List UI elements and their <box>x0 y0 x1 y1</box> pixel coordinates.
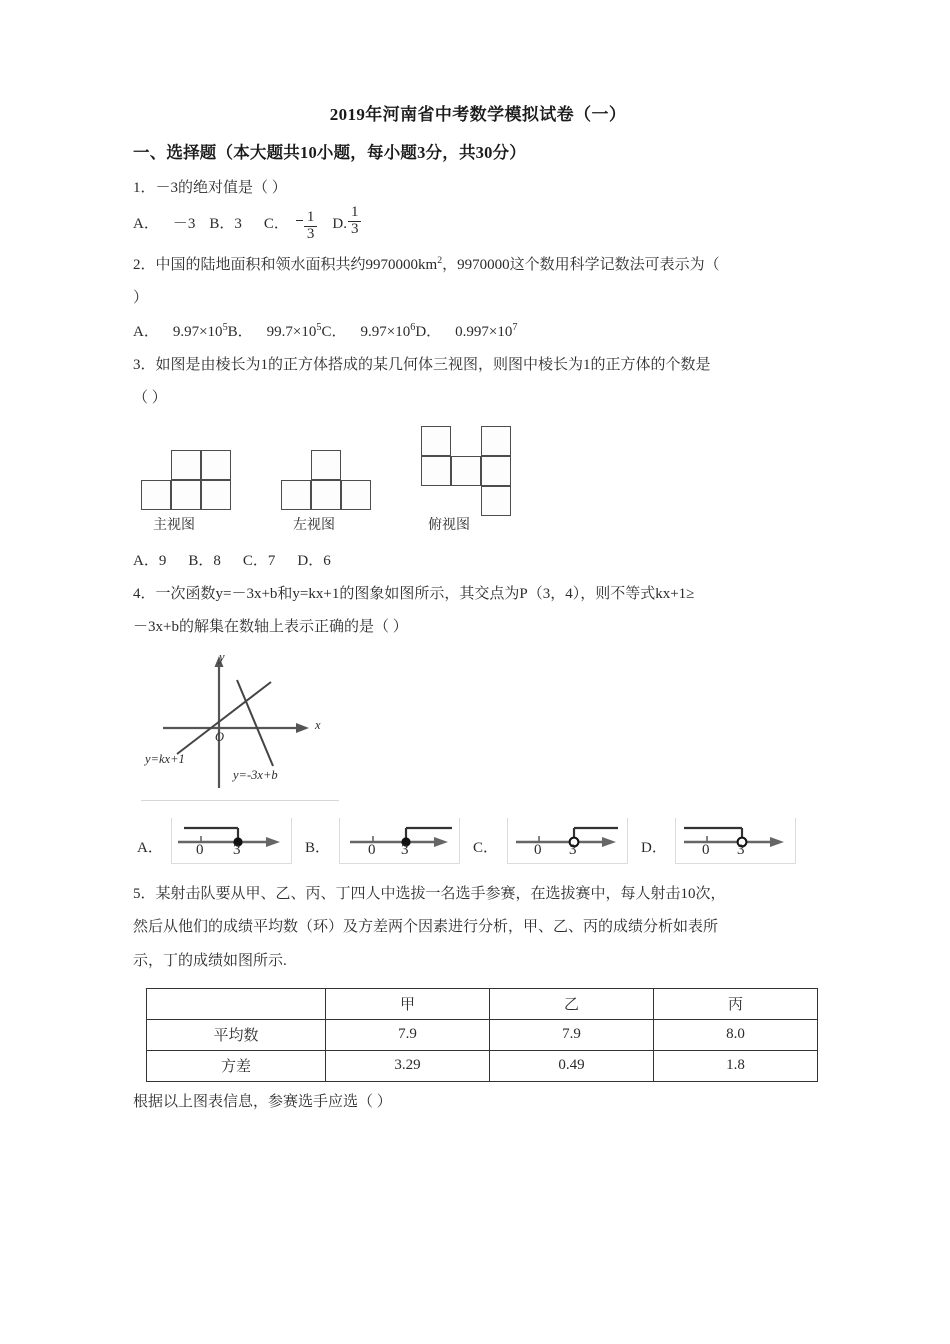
page-title: 2019年河南省中考数学模拟试卷（一） <box>329 105 627 124</box>
question-5-text-line3: 示，丁的成绩如图所示. <box>133 952 287 969</box>
cell-mean-bing: 8.0 <box>654 1019 818 1050</box>
option-2-c-label: C． <box>321 324 347 340</box>
figure-underline <box>141 800 339 801</box>
line2-label: y=-3x+b <box>233 768 278 782</box>
option-4-a-tick-zero: 0 <box>196 842 204 858</box>
table-header-row <box>147 988 818 1019</box>
table-row <box>147 1050 818 1081</box>
question-2-unit-exponent: 2 <box>437 254 443 266</box>
grid-cell <box>341 480 371 510</box>
table-header-cell-bing: 丙 <box>654 988 818 1019</box>
question-3-number: 3． <box>133 357 156 373</box>
axis-arrow <box>602 837 616 847</box>
option-1-d-denominator: 3 <box>350 221 359 237</box>
grid-cell <box>311 450 341 480</box>
axis-arrow <box>266 837 280 847</box>
option-4-d-figure <box>675 818 796 864</box>
option-1-b-value: 3 <box>234 216 242 233</box>
grid-cell <box>141 480 171 510</box>
question-2-text <box>133 251 823 280</box>
y-axis-label: y <box>219 650 225 664</box>
option-3-a: A．9 <box>133 552 167 569</box>
option-2-d-label: D． <box>415 324 442 340</box>
option-1-d-label: D. <box>332 216 347 233</box>
question-2-options <box>133 317 823 347</box>
grid-cell <box>201 480 231 510</box>
option-4-c-label: C． <box>473 840 499 856</box>
question-1-body: －3的绝对值是（ ） <box>155 180 287 196</box>
question-3-body: 如图是由棱长为1的正方体搭成的某几何体三视图，则图中棱长为1的正方体的个数是 <box>155 357 711 373</box>
numberline-d-svg <box>676 818 795 863</box>
three-views-figure <box>133 422 823 540</box>
linear-functions-graph <box>133 648 823 808</box>
minus-sign-icon <box>296 220 303 221</box>
option-4-a-tick-three: 3 <box>233 842 241 858</box>
question-3-text-line2: （ ） <box>133 390 167 407</box>
question-4-text-line2: －3x+b的解集在数轴上表示正确的是（ ） <box>133 618 408 635</box>
grid-cell <box>171 450 201 480</box>
question-5-text-line2: 然后从他们的成绩平均数（环）及方差两个因素进行分析，甲、乙、丙的成绩分析如表所 <box>133 919 719 936</box>
question-1-number: 1． <box>133 180 156 196</box>
option-4-c-tick-three: 3 <box>569 842 577 858</box>
option-4-b-figure <box>339 818 460 864</box>
option-3-b: B．8 <box>188 552 221 569</box>
question-4-body: 一次函数y=－3x+b和y=kx+1的图象如图所示，其交点为P（3，4），则不等式kx+1≥ <box>155 585 695 602</box>
question-3-text-line1 <box>133 351 823 380</box>
question-5-text-line1 <box>133 880 823 909</box>
top-view-caption: 俯视图 <box>428 516 470 533</box>
option-2-a-value: 9.97×10 <box>172 324 223 340</box>
option-4-a-figure <box>171 818 292 864</box>
cell-variance-bing: 1.8 <box>654 1050 818 1081</box>
grid-cell <box>481 426 511 456</box>
option-1-d-numerator: 1 <box>348 205 362 222</box>
option-1-c-value <box>303 209 319 245</box>
option-3-c: C．7 <box>242 552 276 569</box>
question-4-number: 4． <box>133 585 156 602</box>
x-axis-label: x <box>315 718 321 732</box>
grid-cell <box>171 480 201 510</box>
table-header-cell-jia: 甲 <box>326 988 490 1019</box>
grid-cell <box>311 480 341 510</box>
cell-variance-jia: 3.29 <box>326 1050 490 1081</box>
axis-arrow <box>770 837 784 847</box>
numberline-a-svg <box>172 818 291 863</box>
grid-cell <box>281 480 311 510</box>
option-4-d-tick-zero: 0 <box>702 842 710 858</box>
cell-mean-jia: 7.9 <box>326 1019 490 1050</box>
option-4-d-label: D． <box>641 840 667 856</box>
question-4-text-line1 <box>133 580 823 609</box>
option-3-d: D．6 <box>297 552 331 569</box>
option-2-d-exponent: 7 <box>512 322 518 333</box>
grid-cell <box>421 456 451 486</box>
table-header-cell-yi: 乙 <box>490 988 654 1019</box>
question-1-options <box>133 204 823 246</box>
option-2-b-label: B． <box>227 324 253 340</box>
option-1-b-label: B． <box>209 216 235 233</box>
question-2-text-line2: ） <box>133 289 149 306</box>
option-2-b-exponent: 5 <box>316 322 322 333</box>
option-4-a-label: A． <box>137 840 163 856</box>
question-5-tail: 根据以上图表信息，参赛选手应选（ ） <box>133 1093 392 1110</box>
question-2-body-part1: 中国的陆地面积和领水面积共约9970000km <box>155 256 438 273</box>
grid-cell <box>481 486 511 516</box>
question-2-body-part2: ，9970000这个数用科学记数法可表示为（ <box>442 256 720 273</box>
document-content <box>133 100 823 1116</box>
option-4-b-tick-zero: 0 <box>368 842 376 858</box>
grid-cell <box>451 456 481 486</box>
grid-cell <box>481 456 511 486</box>
option-4-b-tick-three: 3 <box>401 842 409 858</box>
option-1-c-label: C． <box>263 216 289 233</box>
cell-variance-yi: 0.49 <box>490 1050 654 1081</box>
table-row <box>147 1019 818 1050</box>
option-2-c-exponent: 6 <box>410 322 416 333</box>
front-view-caption: 主视图 <box>153 516 195 533</box>
question-2-number: 2． <box>133 256 156 273</box>
origin-label: O <box>215 730 225 744</box>
table-header-cell-blank <box>147 988 326 1019</box>
axis-arrow <box>434 837 448 847</box>
option-4-c-tick-zero: 0 <box>534 842 542 858</box>
section-heading: 一、选择题（本大题共10小题，每小题3分，共30分） <box>133 143 526 162</box>
side-view-caption: 左视图 <box>293 516 335 533</box>
cell-mean-yi: 7.9 <box>490 1019 654 1050</box>
option-1-a-label: A． <box>133 216 159 233</box>
option-2-b-value: 99.7×10 <box>266 324 317 340</box>
option-2-a-label: A． <box>133 324 159 340</box>
option-4-d-tick-three: 3 <box>737 842 745 858</box>
option-2-d-value: 0.997×10 <box>455 324 513 340</box>
option-2-a-exponent: 5 <box>222 322 228 333</box>
option-1-d-value <box>348 205 362 238</box>
question-5-body: 某射击队要从甲、乙、丙、丁四人中选拔一名选手参赛，在选拔赛中，每人射击10次， <box>155 886 726 902</box>
option-1-c-denominator: 3 <box>306 225 315 242</box>
scores-table <box>146 988 818 1082</box>
question-5-number: 5． <box>133 886 156 902</box>
grid-cell <box>421 426 451 456</box>
question-1-text <box>133 174 823 203</box>
option-4-b-label: B． <box>305 840 331 856</box>
numberline-c-svg <box>508 818 627 863</box>
row-label-mean: 平均数 <box>147 1019 326 1050</box>
line1-label: y=kx+1 <box>145 752 185 766</box>
numberline-b-svg <box>340 818 459 863</box>
question-4-numberline-options <box>133 818 823 870</box>
row-label-variance: 方差 <box>147 1050 326 1081</box>
line-y-equals-minus-3x-plus-b <box>237 680 273 766</box>
option-1-a-value: －3 <box>172 216 196 233</box>
option-4-c-figure <box>507 818 628 864</box>
grid-cell <box>201 450 231 480</box>
option-2-c-value: 9.97×10 <box>360 324 411 340</box>
question-3-options <box>133 546 823 576</box>
option-1-c-numerator: 1 <box>304 210 318 227</box>
x-axis-arrow <box>296 723 309 733</box>
